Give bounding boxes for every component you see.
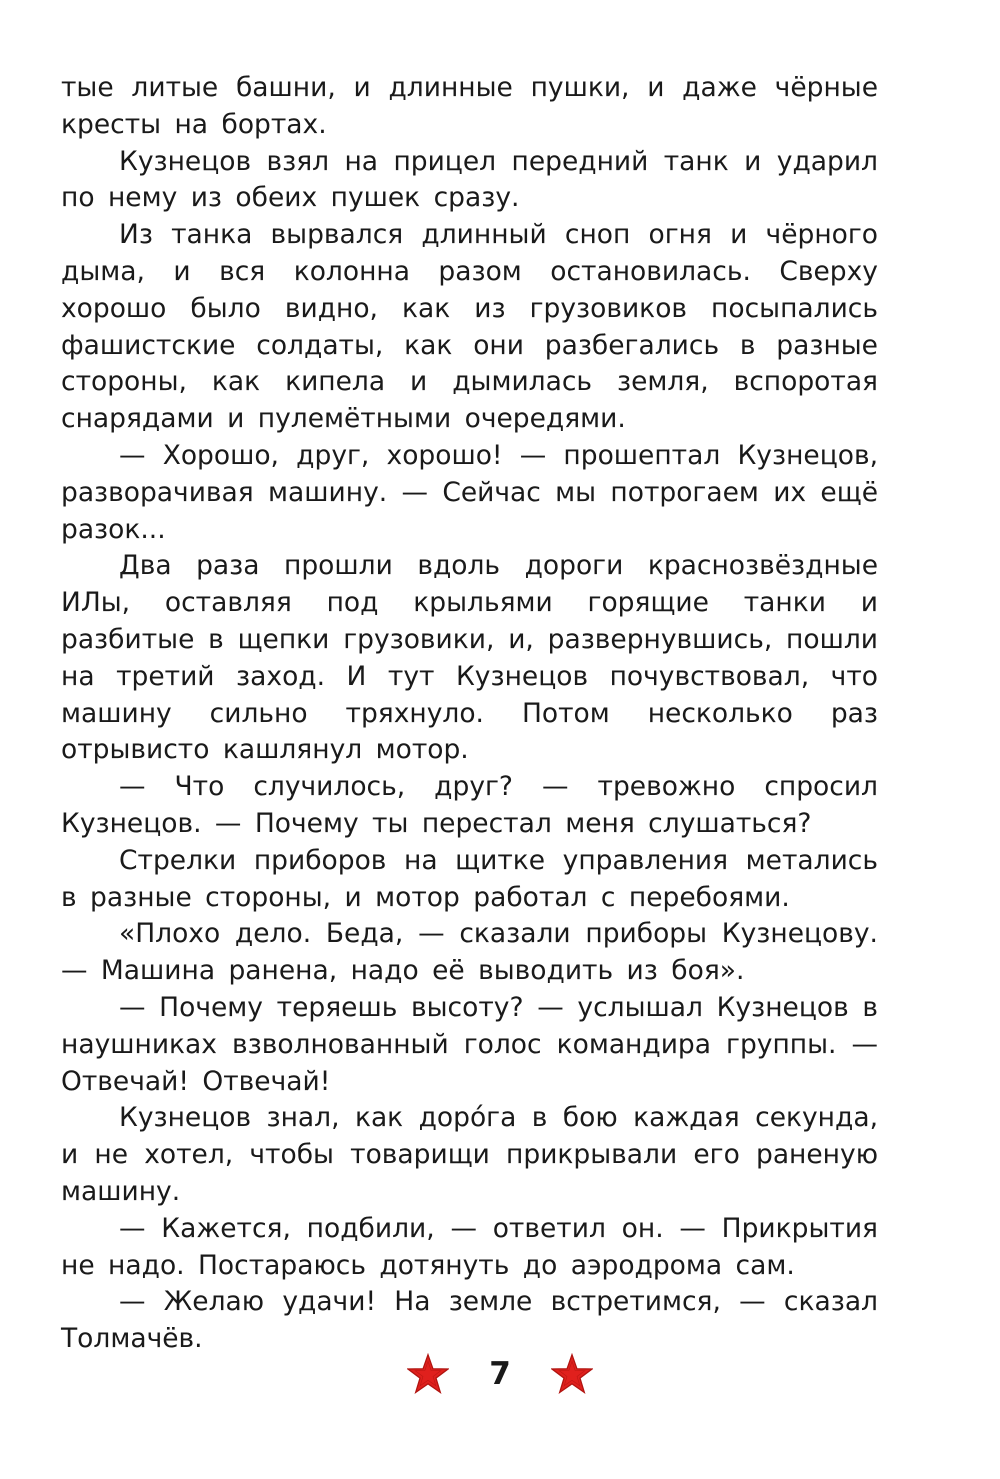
paragraph: — Желаю удачи! На земле встретимся, — сказал Толмачёв. — [61, 1286, 878, 1355]
paragraph: — Почему теряешь высоту? — услышал Кузнецов в наушниках взволнованный голос командира группы. — Отвечай! Отвечай! — [61, 991, 878, 1097]
paragraph: — Кажется, подбили, — ответил он. — Прикрытия не надо. Постараюсь дотянуть до аэродрома сам. — [61, 1212, 878, 1281]
paragraph: тые литые башни, и длинные пушки, и даже чёрные кресты на бортах. — [61, 72, 878, 140]
paragraph: Кузнецов взял на прицел передний танк и ударил по нему из обеих пушек сразу. — [61, 145, 878, 214]
paragraph: Стрелки приборов на щитке управления метались в разные стороны, и мотор работал с перебоями. — [61, 844, 878, 913]
red-star-icon — [407, 1353, 449, 1395]
page-number: 7 — [489, 1356, 511, 1392]
paragraph: Из танка вырвался длинный сноп огня и чёрного дыма, и вся колонна разом остановилась. Сверху хорошо было видно, как из грузовиков посыпались фашистские солдаты, как они разбегались в разные стороны, как кипела и дымилась земля, вспоротая снарядами и пулемётными очередями. — [61, 219, 878, 435]
paragraph: Кузнецов знал, как доро́га в бою каждая секунда, и не хотел, чтобы товарищи прикрывали его раненую машину. — [61, 1102, 878, 1207]
paragraph: «Плохо дело. Беда, — сказали приборы Кузнецову. — Машина ранена, надо её выводить из боя». — [61, 918, 878, 987]
paragraph: Два раза прошли вдоль дороги краснозвёздные ИЛы, оставляя под крыльями горящие танки и разбитые в щепки грузовики, и, развернувшись, пошли на третий заход. И тут Кузнецов почувствовал, что машину сильно тряхнуло. Потом несколько раз отрывисто кашлянул мотор. — [61, 550, 878, 766]
paragraph: — Хорошо, друг, хорошо! — прошептал Кузнецов, разворачивая машину. — Сейчас мы потрогаем их ещё разок... — [61, 439, 878, 545]
red-star-icon — [551, 1353, 593, 1395]
body-text — [61, 70, 878, 1358]
paragraph: — Что случилось, друг? — тревожно спросил Кузнецов. — Почему ты перестал меня слушаться? — [61, 771, 878, 839]
page-footer — [0, 1350, 1000, 1398]
